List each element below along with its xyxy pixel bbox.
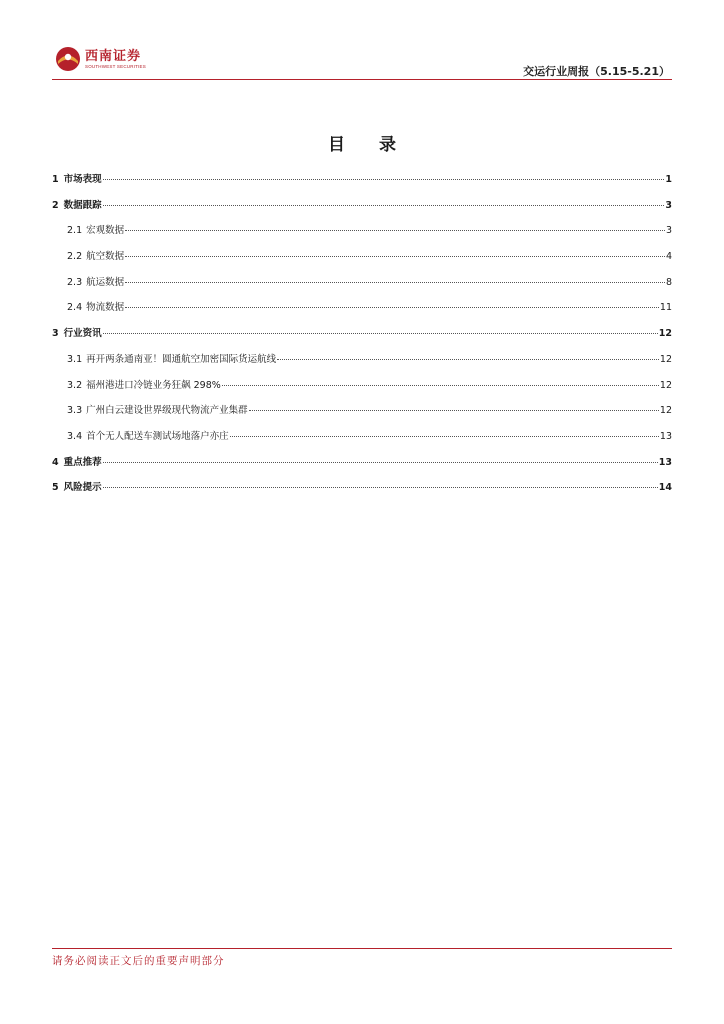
toc-dot-leader [103, 205, 665, 206]
toc-entry-page: 12 [658, 328, 672, 340]
toc-entry-number: 4 [52, 456, 59, 468]
header-divider [52, 79, 672, 80]
toc-entry-label: 福州港进口冷链业务狂飙 298% [86, 379, 221, 391]
toc-dot-leader [125, 307, 659, 308]
toc-entry[interactable] [52, 274, 672, 300]
toc-entry-number: 3.2 [67, 379, 83, 391]
toc-entry[interactable] [52, 351, 672, 377]
toc-entry-page: 3 [665, 225, 672, 237]
logo-emblem-icon [55, 46, 81, 72]
toc-entry-label: 航空数据 [86, 251, 125, 263]
toc-entry-number: 1 [52, 174, 59, 185]
table-of-contents [52, 171, 672, 505]
toc-entry-label: 重点推荐 [63, 456, 102, 468]
logo-name-en: SOUTHWEST SECURITIES [85, 63, 146, 69]
toc-dot-leader [125, 256, 665, 257]
toc-entry-number: 3 [52, 328, 59, 340]
toc-dot-leader [125, 282, 665, 283]
toc-entry-page: 12 [659, 379, 672, 391]
toc-entry-page: 12 [659, 405, 672, 417]
toc-dot-leader [103, 333, 658, 334]
toc-entry-page: 13 [658, 456, 672, 468]
toc-entry[interactable] [52, 222, 672, 248]
logo-name-cn: 西南证券 [85, 48, 142, 64]
toc-dot-leader [230, 436, 659, 437]
toc-entry-number: 3.1 [67, 353, 83, 365]
toc-dot-leader [277, 359, 659, 360]
toc-entry-label: 行业资讯 [63, 328, 102, 340]
toc-entry[interactable] [52, 428, 672, 454]
toc-entry-page: 11 [659, 302, 672, 314]
toc-entry-number: 3.4 [67, 430, 83, 442]
toc-entry[interactable] [52, 479, 672, 505]
toc-entry-number: 2.1 [67, 225, 83, 237]
toc-dot-leader [103, 462, 658, 463]
toc-entry-page: 8 [665, 276, 672, 288]
toc-entry-label: 宏观数据 [86, 225, 125, 237]
toc-entry-number: 2.4 [67, 302, 83, 314]
toc-entry[interactable] [52, 402, 672, 428]
toc-entry-number: 2 [52, 199, 59, 211]
toc-entry-page: 12 [659, 353, 672, 365]
toc-entry-label: 市场表现 [63, 174, 102, 185]
toc-entry-number: 2.2 [67, 251, 83, 263]
toc-entry-number: 3.3 [67, 405, 83, 417]
toc-entry[interactable] [52, 171, 672, 197]
toc-entry-label: 再开两条通南亚！圆通航空加密国际货运航线 [86, 353, 277, 365]
report-header-title: 交运行业周报（5.15-5.21） [523, 65, 670, 78]
toc-entry-page: 1 [665, 174, 672, 185]
toc-entry-label: 物流数据 [86, 302, 125, 314]
toc-entry-page: 14 [658, 482, 672, 494]
company-logo [55, 44, 155, 74]
toc-entry-label: 广州白云建设世界级现代物流产业集群 [86, 405, 248, 417]
toc-dot-leader [103, 179, 665, 180]
toc-entry[interactable] [52, 454, 672, 480]
toc-entry-page: 13 [659, 430, 672, 442]
toc-entry[interactable] [52, 197, 672, 223]
toc-entry-label: 航运数据 [86, 276, 125, 288]
footer-notice: 请务必阅读正文后的重要声明部分 [52, 955, 225, 967]
toc-entry-number: 2.3 [67, 276, 83, 288]
toc-entry[interactable] [52, 299, 672, 325]
toc-dot-leader [222, 385, 659, 386]
toc-dot-leader [103, 487, 658, 488]
toc-entry-label: 风险提示 [63, 482, 102, 494]
toc-entry-number: 5 [52, 482, 59, 494]
toc-entry-page: 3 [665, 199, 672, 211]
toc-title: 目 录 [328, 135, 410, 155]
toc-dot-leader [249, 410, 659, 411]
toc-entry-page: 4 [665, 251, 672, 263]
toc-dot-leader [125, 230, 665, 231]
toc-entry-label: 首个无人配送车测试场地落户亦庄 [86, 430, 229, 442]
toc-entry-label: 数据跟踪 [63, 199, 102, 211]
footer-divider [52, 948, 672, 949]
toc-entry[interactable] [52, 377, 672, 403]
toc-entry[interactable] [52, 248, 672, 274]
toc-entry[interactable] [52, 325, 672, 351]
